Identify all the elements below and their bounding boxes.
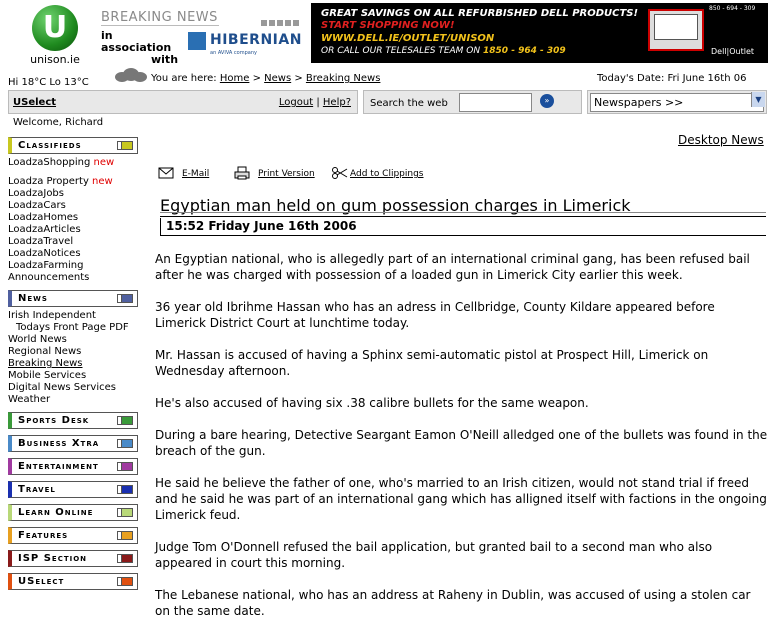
search-input[interactable] [459, 93, 532, 112]
article-paragraph: Judge Tom O'Donnell refused the bail application, but granted bail to a second man who also appeared in court this morning. [155, 540, 713, 570]
article-paragraph: 36 year old Ibrihme Hassan who has an adress in Cellbridge, County Kildare appeared before Limerick District Court at lunchtime today. [155, 300, 715, 330]
sidebar-item-regional-news[interactable]: Regional News [8, 346, 82, 357]
article-headline: Egyptian man held on gum possession charges in Limerick [160, 196, 766, 217]
sidebar-item-announcements[interactable]: Announcements [8, 272, 90, 283]
ad-phone: 850 - 694 - 309 [709, 5, 756, 12]
breadcrumb-home[interactable]: Home [219, 73, 250, 84]
section-isp[interactable]: ISP Section [8, 550, 138, 567]
article-paragraph: An Egyptian national, who is allegedly part of an international criminal gang, has been refused bail after he was charged with possession of a loaded gun in Limerick City earlier this week. [155, 252, 750, 282]
section-features[interactable]: Features [8, 527, 138, 544]
email-link[interactable]: E-Mail [182, 169, 210, 179]
sidebar-item-irish-independent[interactable]: Irish Independent [8, 310, 96, 321]
section-swatch [121, 294, 133, 303]
logout-link[interactable]: Logout [278, 97, 314, 108]
section-travel[interactable]: Travel [8, 481, 138, 498]
divider [160, 212, 766, 214]
search-label: Search the web [370, 98, 448, 109]
article-paragraph: He's also accused of having six .38 calibre bullets for the same weapon. [155, 396, 589, 410]
sidebar-item-todays-front-page[interactable]: Todays Front Page PDF [16, 322, 129, 333]
section-uselect[interactable]: USelect [8, 573, 138, 590]
laptop-icon [648, 9, 704, 51]
section-entertainment[interactable]: Entertainment [8, 458, 138, 475]
classified-links [8, 157, 144, 284]
section-business-xtra[interactable]: Business Xtra [8, 435, 138, 452]
article-paragraph: During a bare hearing, Detective Seargant Eamon O'Neill alledged one of the bullets was found in the breach of the gun. [155, 428, 768, 458]
section-learn-online[interactable]: Learn Online [8, 504, 138, 521]
unison-logo[interactable] [30, 5, 80, 65]
partner-sub: an AVIVA company [210, 50, 257, 56]
sidebar-item-loadzashopping[interactable]: LoadzaShopping new [8, 157, 115, 168]
help-link[interactable]: Help? [322, 97, 351, 108]
newspapers-select[interactable]: Newspapers >> [590, 93, 764, 112]
section-swatch [121, 141, 133, 150]
sidebar-item-loadzafarming[interactable]: LoadzaFarming [8, 260, 84, 271]
print-version-link[interactable]: Print Version [258, 169, 315, 179]
uselect-bar: USelect Logout | Help? [8, 90, 358, 114]
section-sports-desk[interactable]: Sports Desk [8, 412, 138, 429]
sidebar-item-loadza-property[interactable]: Loadza Property new [8, 176, 113, 187]
article-paragraph: Mr. Hassan is accused of having a Sphinx semi-automatic pistol at Prospect Hill, Limerick on Wednesday afternoon. [155, 348, 709, 378]
breadcrumb: You are here: Home > News > Breaking News [151, 73, 381, 84]
association-text: in association with [101, 29, 179, 66]
ad-line1: GREAT SAVINGS ON ALL REFURBISHED DELL PRODUCTS! [321, 8, 639, 19]
search-go-icon[interactable]: » [540, 94, 554, 108]
sidebar-item-loadzacars[interactable]: LoadzaCars [8, 200, 66, 211]
email-icon[interactable] [158, 166, 174, 180]
section-label: Classifieds [18, 140, 82, 151]
cloud-icon [113, 66, 149, 84]
hibernian-mark-icon [188, 32, 206, 50]
news-links [8, 310, 144, 406]
site-header [0, 0, 776, 68]
weather-readout: Hi 18°C Lo 13°C [8, 77, 89, 88]
article-dateline: 15:52 Friday June 16th 2006 [160, 218, 766, 236]
ad-line4: OR CALL OUR TELESALES TEAM ON 1850 - 964 - 309 [321, 46, 566, 56]
dell-ad-banner[interactable] [311, 3, 768, 63]
logo-text: unison.ie [30, 53, 80, 66]
article-body [155, 251, 769, 635]
sidebar-item-weather[interactable]: Weather [8, 394, 51, 405]
printer-icon[interactable] [234, 166, 250, 180]
sidebar-item-mobile-services[interactable]: Mobile Services [8, 370, 87, 381]
ad-line2: START SHOPPING NOW! [321, 20, 455, 31]
welcome-message: Welcome, Richard [13, 117, 104, 128]
unison-logo-icon: U [32, 5, 78, 51]
sidebar-item-world-news[interactable]: World News [8, 334, 67, 345]
scissors-icon[interactable] [332, 166, 348, 180]
sidebar-item-loadzahomes[interactable]: LoadzaHomes [8, 212, 79, 223]
sidebar-item-loadzanotices[interactable]: LoadzaNotices [8, 248, 81, 259]
section-label: News [18, 293, 48, 304]
breadcrumb-breaking-news[interactable]: Breaking News [305, 73, 381, 84]
ad-phone-number: 1850 - 964 - 309 [483, 46, 566, 56]
article-paragraph: He said he believe the father of one, who's married to an Irish citizen, would not stand trial if freed and he said he was part of an international gang which has alligned itself with factions in the ongoing Limerick feud. [155, 476, 767, 522]
header-stripe [261, 20, 299, 26]
web-search [363, 90, 582, 114]
todays-date: Today's Date: Fri June 16th 06 [597, 73, 747, 84]
dell-outlet-brand: Dell|Outlet [711, 47, 755, 56]
sidebar-item-loadzatravel[interactable]: LoadzaTravel [8, 236, 74, 247]
sidebar [8, 137, 144, 596]
breaking-news-title: BREAKING NEWS [101, 10, 218, 25]
newspapers-dropdown[interactable] [587, 90, 767, 114]
sidebar-item-breaking-news[interactable]: Breaking News [8, 358, 83, 369]
uselect-link[interactable]: USelect [13, 97, 57, 108]
section-classifieds[interactable] [8, 137, 138, 154]
sidebar-item-digital-news[interactable]: Digital News Services [8, 382, 116, 393]
section-news[interactable] [8, 290, 138, 307]
chevron-down-icon[interactable]: ▼ [751, 92, 765, 107]
hibernian-logo[interactable] [188, 30, 302, 60]
ad-line3: WWW.DELL.IE/OUTLET/UNISON [321, 33, 495, 44]
add-to-clippings-link[interactable]: Add to Clippings [350, 169, 424, 179]
partner-name: HIBERNIAN [210, 32, 302, 48]
desktop-news-link[interactable]: Desktop News [678, 133, 764, 147]
breadcrumb-news[interactable]: News [264, 73, 292, 84]
sidebar-item-loadzaarticles[interactable]: LoadzaArticles [8, 224, 81, 235]
sidebar-item-loadzajobs[interactable]: LoadzaJobs [8, 188, 64, 199]
article-paragraph: The Lebanese national, who has an address at Raheny in Dublin, was accused of using a stolen car on the same date. [155, 588, 751, 618]
